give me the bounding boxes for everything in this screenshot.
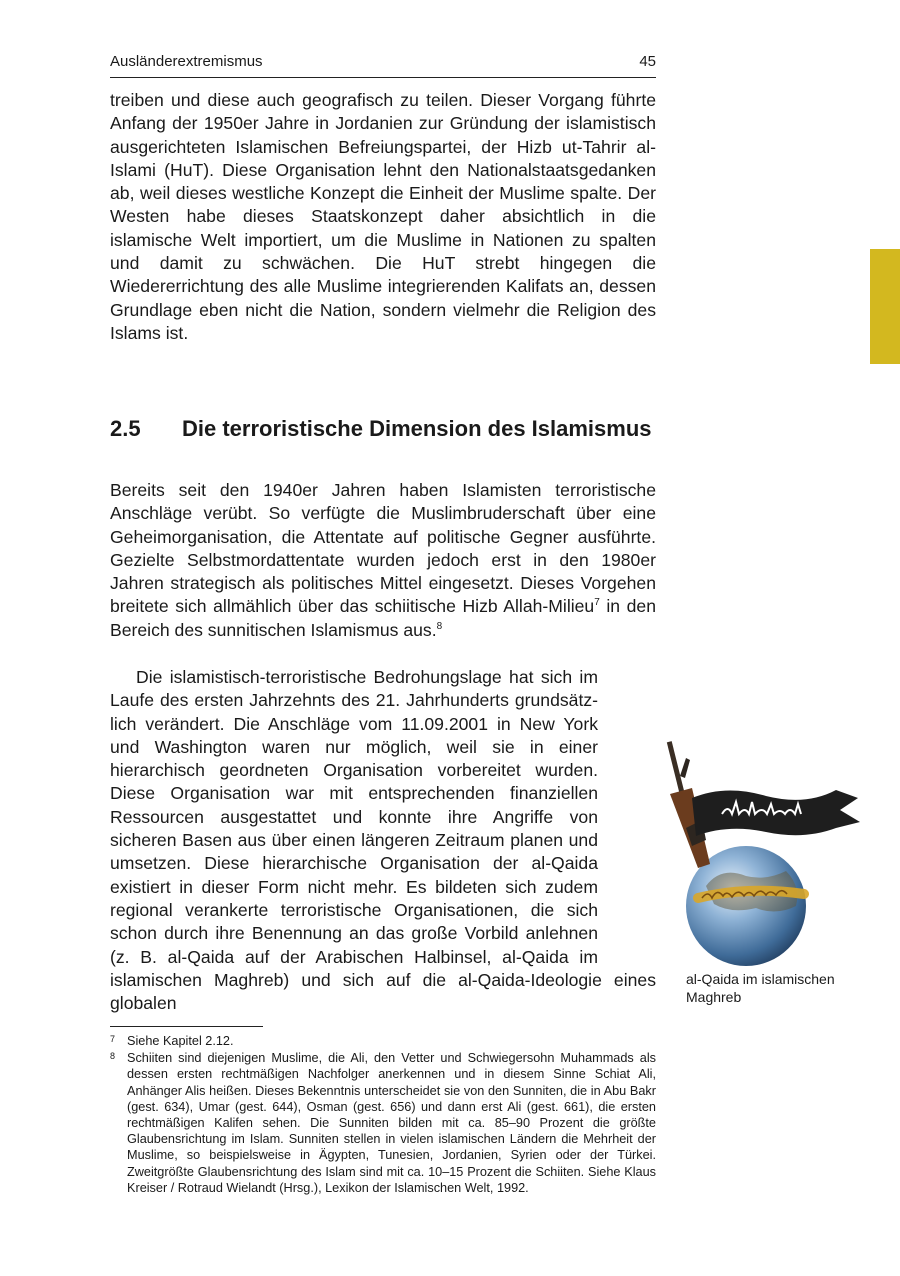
footnote-number: 7 — [110, 1034, 116, 1044]
paragraph-2-text-b: in den Bereich des sunnitischen Islamismus aus. — [110, 596, 657, 640]
emblem-illustration — [636, 736, 868, 968]
section-heading — [110, 417, 656, 441]
section-number: 2.5 — [110, 416, 141, 441]
footnote-text: Siehe Kapitel 2.12. — [127, 1034, 234, 1048]
footnote-7 — [110, 1033, 656, 1049]
paragraph-2-text-a: Bereits seit den 1940er Jahren haben Islamisten terroristische Anschläge verübt. So verfügte die Muslimbruderschaft über eine Geheimorganisation, die Attentate auf politische Gegner ausführte. Gezielte Selbstmordattentate wurden jedoch erst in den 1980er Jahren strategisch als politisches Mittel eingesetzt. Dieses Vorgehen breitete sich allmählich über das schiitische Hizb Allah-Milieu — [110, 480, 656, 617]
paragraph-1: treiben und diese auch geografisch zu teilen. Dieser Vorgang führte Anfang der 1950er Jahre in Jordanien zur Gründung der islamistisch ausgerichteten Islamischen Befreiungspartei, der Hizb ut-Tahrir al-Islami (HuT). Diese Organisation lehnt den Nationalstaatsgedanken ab, weil dieses westliche Konzept die Einheit der Muslime spalte. Der Westen habe dieses Staatskonzept daher absichtlich in die islamische Welt importiert, um die Muslime in Nationen zu spalten und damit zu schwächen. Die HuT strebt hingegen die Wiedererrichtung des alle Muslime integrierenden Kalifats an, dessen Grundlage eben nicht die Nation, sondern vielmehr die Religion des Islams ist. — [110, 90, 656, 343]
running-title: Ausländerextremismus — [110, 53, 263, 70]
paragraph-3-text: Die islamistisch-terroristische Bedrohungslage hat sich im Laufe des ersten Jahrzehnts des 21. Jahrhunderts grundsätzlich verändert. Die Anschläge vom 11.09.2001 in New York und Washington waren nur möglich, weil sie in einer hierarchisch geordneten Organisation vorbereitet wurden. Diese Organisation war mit entsprechenden finanziellen Ressourcen ausgestattet und konnte ihre Angriffe von sicheren Basen aus über einen längeren Zeitraum planen und umsetzen. Diese hierarchische Organisation der al-Qaida existiert in dieser Form nicht mehr. Es bildeten sich zudem regional verankerte terroristische Organisationen, die sich schon durch ihre Benennung an das große Vorbild anlehnen (z. B. al-Qaida auf der Arabischen Halbinsel, al-Qaida im islamischen Maghreb) und sich auf die al-Qaida-Ideologie eines globalen — [110, 667, 656, 1014]
page-number: 45 — [639, 53, 656, 70]
footnote-number: 8 — [110, 1051, 116, 1062]
footnote-ref-8[interactable]: 8 — [436, 620, 443, 632]
footnote-ref-7[interactable]: 7 — [594, 597, 600, 609]
paragraph-2 — [110, 479, 656, 642]
footnote-text: Schiiten sind diejenigen Muslime, die Ali, den Vetter und Schwiegersohn Muhammads als dessen ersten rechtmäßigen Nachfolger anerkennen und in diesem Sinne Schiat Ali, Anhänger Alis heißen. Dieses Bekenntnis unterscheidet sie von den Sunniten, die in Abu Bakr (gest. 634), Umar (gest. 644), Osman (gest. 656) und dann erst Ali (gest. 661), die ersten rechtmäßigen Kalifen sehen. Die Sunniten bilden mit ca. 85–90 Prozent die größte Glaubensrichtung im Islam. Sunniten stellen in vielen islamischen Ländern die Mehrheit der Muslime, so beispielsweise in Ägypten, Tunesien, Jordanien, Syrien oder der Türkei. Zweitgrößte Glaubensrichtung des Islam sind mit ca. 10–15 Prozent die Schiiten. Siehe Klaus Kreiser / Rotraud Wielandt (Hrsg.), Lexikon der Islamischen Welt, 1992. — [127, 1051, 656, 1195]
footnotes — [110, 1033, 656, 1197]
al-qaida-emblem-figure — [636, 736, 868, 968]
running-header — [110, 53, 656, 78]
footnote-separator — [110, 1026, 263, 1027]
section-title: Die terroristische Dimension des Islamismus — [182, 416, 652, 441]
paragraph-3 — [110, 666, 656, 1015]
figure-caption: al-Qaida im islamischen Maghreb — [686, 971, 835, 1005]
chapter-tab-marker — [870, 249, 900, 364]
footnote-8 — [110, 1050, 656, 1196]
